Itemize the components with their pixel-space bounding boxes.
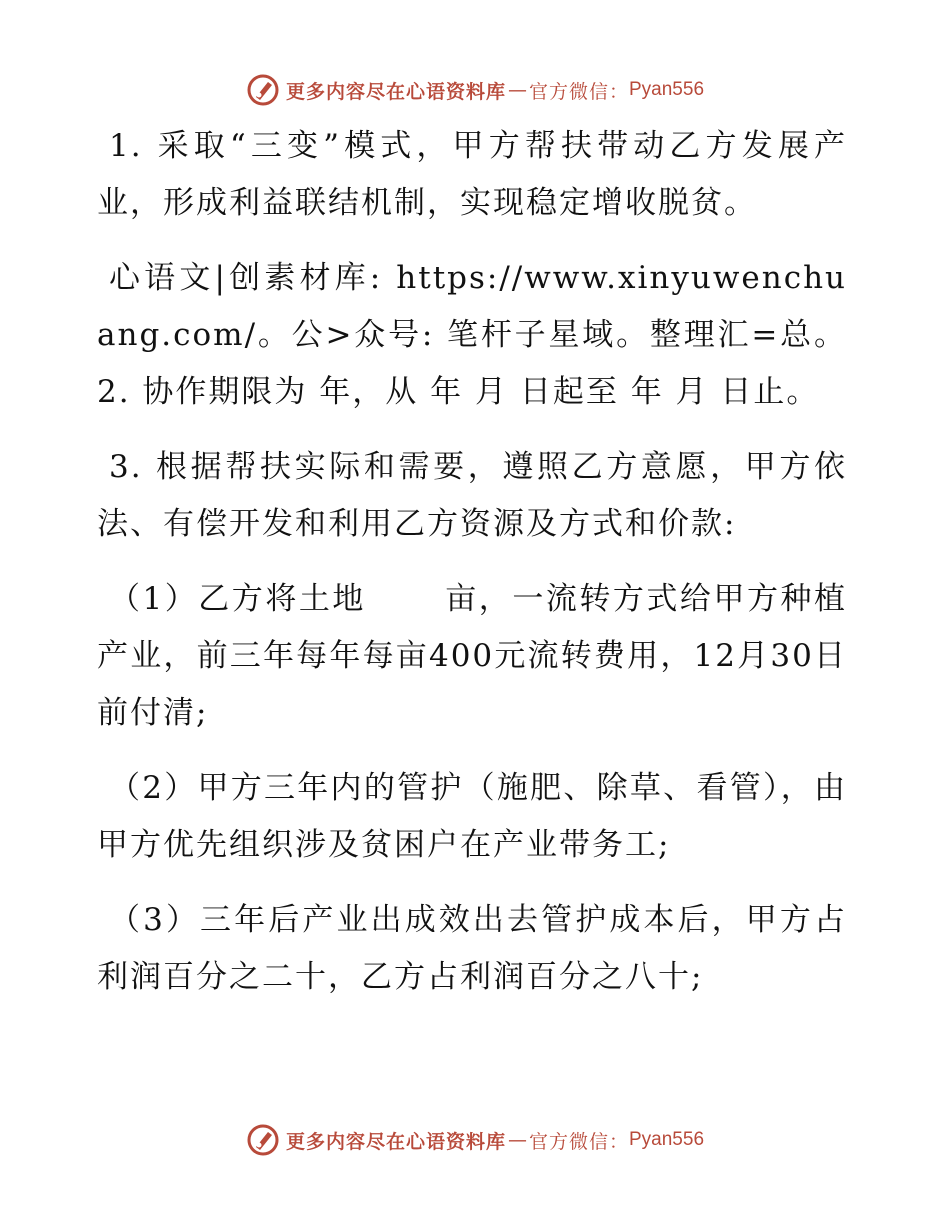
paragraph-6: （3）三年后产业出成效出去管护成本后，甲方占利润百分之二十，乙方占利润百分之八十; [97, 902, 847, 995]
paragraph-4: （1）乙方将土地 亩，一流转方式给甲方种植产业，前三年每年每亩400元流转费用，12月30日前付清; [97, 581, 847, 731]
circle-pen-logo-icon [246, 1123, 280, 1157]
banner-wechat-label: 官方微信： [528, 80, 629, 103]
banner-wechat-label: 官方微信： [528, 1130, 629, 1153]
banner-separator: — [507, 79, 527, 101]
banner-brand-text: 更多内容尽在心语资料库 [285, 1130, 506, 1153]
paragraph-3: 3. 根据帮扶实际和需要，遵照乙方意愿，甲方依法、有偿开发和利用乙方资源及方式和价款: [97, 449, 847, 542]
banner-brand-text: 更多内容尽在心语资料库 [285, 80, 506, 103]
paragraph-5: （2）甲方三年内的管护（施肥、除草、看管），由甲方优先组织涉及贫困户在产业带务工; [97, 770, 847, 863]
header-watermark-banner [0, 70, 950, 110]
paragraph-2: 心语文|创素材库: https://www.xinyuwenchuang.com/。公>众号: 笔杆子星域。整理汇=总。2. 协作期限为 年，从 年 月 日起至 年 月 日止。 [97, 260, 847, 410]
banner-wechat-id: Pyan556 [629, 79, 705, 100]
circle-pen-logo-icon [246, 73, 280, 107]
document-body [97, 118, 847, 1024]
banner-separator: — [507, 1129, 527, 1151]
footer-watermark-banner [0, 1120, 950, 1160]
paragraph-1: 1. 采取“三变”模式，甲方帮扶带动乙方发展产业，形成利益联结机制，实现稳定增收脱贫。 [97, 128, 847, 221]
banner-wechat-id: Pyan556 [629, 1129, 705, 1150]
